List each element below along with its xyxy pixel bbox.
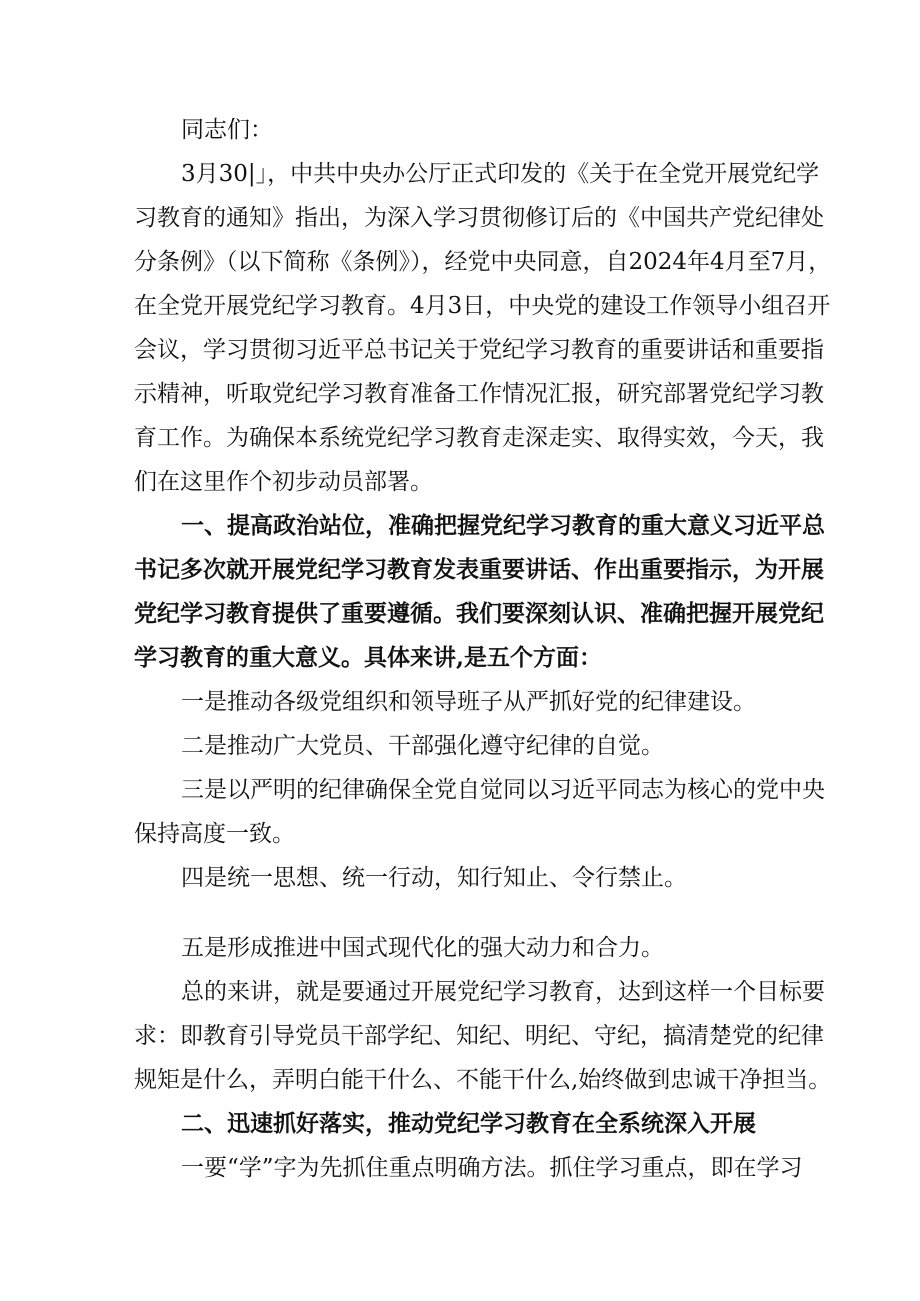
list-item: 一是推动各级党组织和领导班子从严抓好党的纪律建设。 <box>181 689 756 715</box>
list-item: 三是以严明的纪律确保全党自觉同以习近平同志为核心的党中央 <box>181 777 825 803</box>
paragraph-line: 分条例》（以下简称《条例》），经党中央同意，自2024年4月至7月， <box>134 249 832 275</box>
list-item: 五是形成推进中国式现代化的强大动力和合力。 <box>181 935 664 961</box>
paragraph-line: 3月30|」，中共中央办公厅正式印发的《关于在全党开展党纪学 <box>181 161 820 187</box>
list-item-continuation: 保持高度一致。 <box>134 821 295 847</box>
paragraph-line: 在全党开展党纪学习教育。4月3日，中央党的建设工作领导小组召开 <box>134 293 831 319</box>
paragraph-line: 育工作。为确保本系统党纪学习教育走深走实、取得实效，今天，我 <box>134 425 824 451</box>
paragraph-line: 求：即教育引导党员干部学纪、知纪、明纪、守纪，搞清楚党的纪律 <box>134 1023 824 1049</box>
bold-paragraph-line: 书记多次就开展党纪学习教育发表重要讲话、作出重要指示，为开展 <box>134 556 824 583</box>
section-heading: 二、迅速抓好落实，推动党纪学习教育在全系统深入开展 <box>181 1110 756 1137</box>
list-item: 二是推动广大党员、干部强化遵守纪律的自觉。 <box>181 733 664 759</box>
paragraph-line: 总的来讲，就是要通过开展党纪学习教育，达到这样一个目标要 <box>181 979 825 1005</box>
paragraph-line: 们在这里作个初步动员部署。 <box>134 469 433 495</box>
paragraph-line: 会议，学习贯彻习近平总书记关于党纪学习教育的重要讲话和重要指 <box>134 337 824 363</box>
paragraph-line: 一要“学”字为先抓住重点明确方法。抓住学习重点，即在学习 <box>181 1155 803 1181</box>
section-heading: 一、提高政治站位，准确把握党纪学习教育的重大意义习近平总 <box>181 512 825 539</box>
paragraph-line: 规矩是什么，弄明白能干什么、不能干什么,始终做到忠诚干净担当。 <box>134 1067 832 1093</box>
paragraph-line: 示精神，听取党纪学习教育准备工作情况汇报，研究部署党纪学习教 <box>134 381 824 407</box>
paragraph-line: 习教育的通知》指出，为深入学习贯彻修订后的《中国共产党纪律处 <box>134 205 824 231</box>
greeting: 同志们： <box>181 117 273 143</box>
bold-paragraph-line: 党纪学习教育提供了重要遵循。我们要深刻认识、准确把握开展党纪 <box>134 600 824 627</box>
list-item: 四是统一思想、统一行动，知行知止、令行禁止。 <box>181 865 687 891</box>
bold-paragraph-line: 学习教育的重大意义。具体来讲,是五个方面： <box>134 644 603 671</box>
